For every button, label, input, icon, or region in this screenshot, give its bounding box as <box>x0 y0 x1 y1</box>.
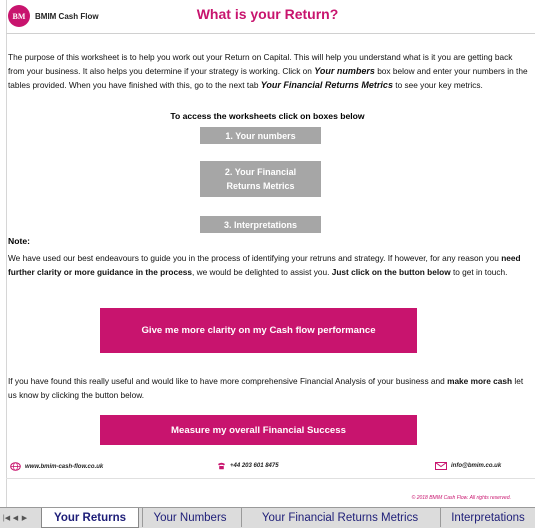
first-sheet-arrow-icon[interactable]: |◀ <box>2 514 11 522</box>
note-bold-1: need further clarity or more guidance in the process <box>8 253 521 277</box>
note-text-3: to get in touch. <box>450 267 508 277</box>
note-text-1: We have used our best endeavours to guide you in the process of identifying your retruns and strategy. If however, for any reason you <box>8 253 502 263</box>
tab-your-returns[interactable] <box>41 508 139 528</box>
email-text: info@bmim.co.uk <box>451 463 502 469</box>
logo-badge: BM <box>8 5 30 27</box>
intro-paragraph <box>8 50 528 92</box>
tab-financial-returns-metrics-label: Your Financial Returns Metrics <box>261 511 419 524</box>
tab-interpretations-label: Interpretations <box>451 511 525 524</box>
clarity-button[interactable] <box>100 308 417 353</box>
intro-text-2: box below and enter your numbers in the tables provided. When you have finished with this, go to the next tab <box>8 66 528 90</box>
interpretations-button[interactable] <box>200 216 321 233</box>
tab-scroll-buttons <box>2 512 29 523</box>
note-label: Note: <box>8 236 30 246</box>
logo-text: BMIM Cash Flow <box>35 11 99 21</box>
tab-financial-returns-metrics[interactable] <box>242 508 438 527</box>
financial-returns-button-label-1: 2. Your Financial <box>224 167 297 177</box>
phone-text: +44 203 601 8475 <box>230 463 279 469</box>
access-heading: To access the worksheets click on boxes below <box>170 111 365 121</box>
row-header-column <box>0 0 7 507</box>
note-bold-2: Just click on the button below <box>331 267 451 277</box>
your-numbers-button-label: 1. Your numbers <box>225 130 296 141</box>
envelope-icon <box>435 462 447 470</box>
analysis-text-2: let us know by clicking the button below. <box>8 376 524 400</box>
next-sheet-arrow-icon[interactable]: ▶ <box>21 514 28 522</box>
tab-interpretations[interactable] <box>441 508 535 527</box>
tab-your-numbers[interactable] <box>143 508 237 527</box>
analysis-text-1: If you have found this really useful and would like to have more comprehensive Financial Analysis of your business and <box>8 376 448 386</box>
analysis-paragraph <box>8 374 528 402</box>
your-numbers-button[interactable] <box>200 127 321 144</box>
intro-text-3: to see your key metrics. <box>392 80 483 90</box>
analysis-bold-1: make more cash <box>447 376 513 386</box>
globe-icon <box>10 462 21 471</box>
intro-text-1: The purpose of this worksheet is to help you work out your Return on Capital. This will help you understand what is it you are getting back from your business. It also helps you determine if your strategy is working. Click on <box>8 52 513 76</box>
note-paragraph <box>8 251 528 279</box>
phone-contact[interactable] <box>217 462 279 470</box>
financial-returns-metrics-button[interactable] <box>200 161 321 197</box>
your-numbers-link-text: Your numbers <box>314 66 375 76</box>
website-contact[interactable] <box>10 462 103 471</box>
financial-success-button[interactable] <box>100 415 417 445</box>
note-text-2: , we would be delighted to assist you. <box>191 267 332 277</box>
interpretations-button-label: 3. Interpretations <box>223 219 297 230</box>
phone-icon <box>217 462 226 470</box>
prev-sheet-arrow-icon[interactable]: ◀ <box>12 514 19 522</box>
copyright-text: © 2018 BMIM Cash Flow. All rights reserved. <box>411 495 511 501</box>
financial-success-button-label: Measure my overall Financial Success <box>171 424 346 436</box>
financial-returns-link-text: Your Financial Returns Metrics <box>260 80 393 90</box>
header-divider <box>6 33 535 34</box>
tab-your-numbers-label: Your Numbers <box>153 511 227 524</box>
email-contact[interactable] <box>435 462 501 470</box>
clarity-button-label: Give me more clarity on my Cash flow performance <box>141 325 376 336</box>
website-text: www.bmim-cash-flow.co.uk <box>25 463 104 470</box>
footer-divider <box>6 478 535 479</box>
page-title: What is your Return? <box>196 6 339 22</box>
sheet-tab-bar <box>0 507 535 528</box>
tab-your-returns-label: Your Returns <box>54 511 126 524</box>
financial-returns-button-label-2: Returns Metrics <box>226 181 295 191</box>
